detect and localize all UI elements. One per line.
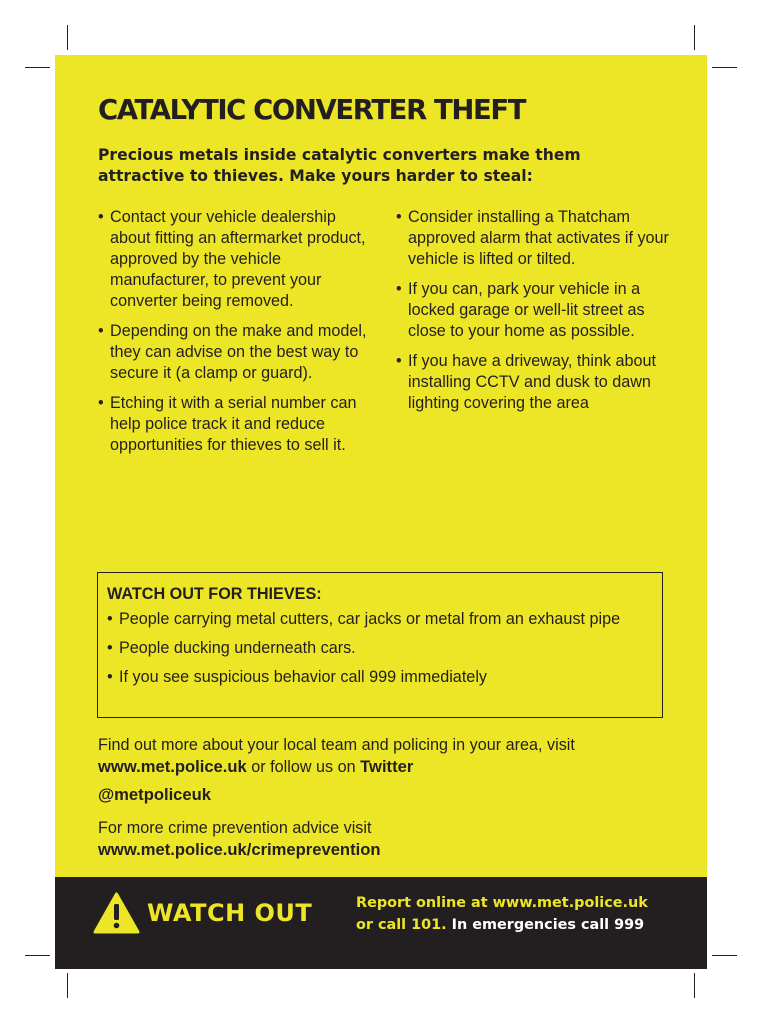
crop-mark-bottom-right-horizontal	[712, 955, 737, 956]
watch-out-label: WATCH OUT	[147, 899, 313, 927]
watch-out-title: WATCH OUT FOR THIEVES:	[107, 585, 322, 603]
tip-text: If you have a driveway, think about installing CCTV and dusk to dawn lighting covering the area	[408, 352, 657, 412]
warning-triangle-icon	[93, 892, 140, 934]
bullet: •	[98, 322, 104, 340]
tip-text: If you can, park your vehicle in a locked garage or well-lit street as close to your home as possible.	[408, 280, 645, 340]
crop-mark-top-right-vertical	[694, 25, 695, 50]
crop-mark-top-right-horizontal	[712, 67, 737, 68]
watch-out-list	[107, 609, 662, 688]
tip-item	[396, 279, 672, 342]
bullet: •	[107, 610, 113, 628]
subtitle: Precious metals inside catalytic converters make them attractive to thieves. Make yours harder to steal:	[98, 146, 581, 185]
crime-prevention-text: For more crime prevention advice visit	[98, 819, 372, 837]
twitter-handle[interactable]: @metpoliceuk	[98, 785, 212, 804]
watch-out-text: People carrying metal cutters, car jacks or metal from an exhaust pipe	[119, 610, 621, 628]
crop-mark-top-left-vertical	[67, 25, 68, 50]
tip-item	[98, 321, 380, 384]
bullet: •	[107, 639, 113, 657]
tip-item	[98, 393, 380, 456]
bullet: •	[107, 668, 113, 686]
tip-text: Depending on the make and model, they can advise on the best way to secure it (a clamp or guard).	[110, 322, 367, 382]
crime-prevention	[98, 818, 688, 861]
tip-text: Etching it with a serial number can help police track it and reduce opportunities for thieves to sell it.	[110, 394, 357, 454]
crop-mark-bottom-left-horizontal	[25, 955, 50, 956]
website-link[interactable]: www.met.police.uk	[98, 757, 247, 776]
bullet: •	[396, 208, 402, 226]
find-out-text: Find out more about your local team and policing in your area, visit	[98, 736, 575, 754]
follow-text: or follow us on	[251, 758, 356, 776]
footer-banner	[55, 877, 707, 969]
crop-mark-top-left-horizontal	[25, 67, 50, 68]
bullet: •	[98, 208, 104, 226]
find-out-more	[98, 735, 688, 778]
watch-out-item	[107, 638, 662, 659]
report-info	[356, 892, 648, 936]
watch-out-item	[107, 667, 662, 688]
twitter-link[interactable]: Twitter	[360, 757, 414, 776]
crop-mark-bottom-left-vertical	[67, 973, 68, 998]
page-title: CATALYTIC CONVERTER THEFT	[98, 94, 526, 126]
report-call-101: or call 101.	[356, 917, 447, 933]
tip-item	[98, 207, 380, 312]
tips-left-column	[98, 207, 380, 465]
report-line-1: Report online at www.met.police.uk	[356, 895, 648, 911]
bullet: •	[396, 280, 402, 298]
flyer	[55, 55, 707, 969]
watch-out-text: People ducking underneath cars.	[119, 639, 356, 657]
tips-right-column	[396, 207, 672, 423]
tip-item	[396, 351, 672, 414]
report-emergency: In emergencies call 999	[451, 917, 645, 933]
tip-item	[396, 207, 672, 270]
crop-mark-bottom-right-vertical	[694, 973, 695, 998]
twitter-handle-line	[98, 784, 688, 806]
watch-out-text: If you see suspicious behavior call 999 immediately	[119, 668, 488, 686]
bullet: •	[396, 352, 402, 370]
watch-out-item	[107, 609, 662, 630]
tip-text: Contact your vehicle dealership about fitting an aftermarket product, approved by the vehicle manufacturer, to prevent your converter being removed.	[110, 208, 366, 310]
bullet: •	[98, 394, 104, 412]
tip-text: Consider installing a Thatcham approved alarm that activates if your vehicle is lifted or tilted.	[408, 208, 669, 268]
watch-out-box	[97, 572, 663, 718]
crime-prevention-link[interactable]: www.met.police.uk/crimeprevention	[98, 840, 381, 859]
